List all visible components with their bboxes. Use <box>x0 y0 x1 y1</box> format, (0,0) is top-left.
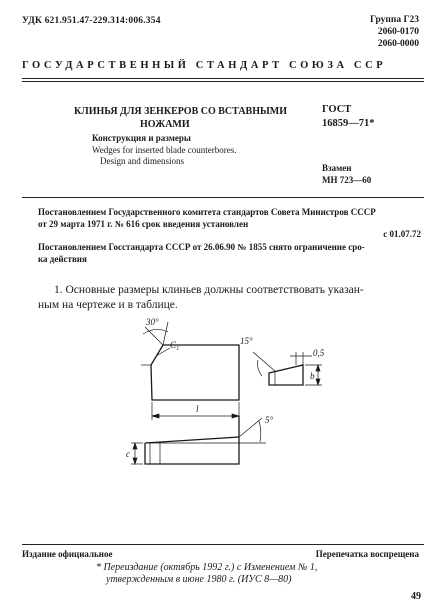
replaces-label: Взамен <box>322 163 352 173</box>
title-line: КЛИНЬЯ ДЛЯ ЗЕНКЕРОВ СО ВСТАВНЫМИ <box>74 106 288 117</box>
note-line: * Переиздание (октябрь 1992 г.) с Изменением № 1, <box>96 562 318 573</box>
decree-line: ка действия <box>38 253 87 264</box>
reprint-prohibited-label: Перепечатка воспрещена <box>315 549 419 559</box>
wedge-front-view <box>145 416 239 464</box>
label-taper-angle: 5° <box>265 415 274 425</box>
label-side-angle: 15° <box>240 336 253 346</box>
group-code-line: 2060-0170 <box>377 27 419 37</box>
replaces-value: МН 723—60 <box>322 174 372 185</box>
udk-code: УДК 621.951.47-229.314:006.354 <box>22 16 161 26</box>
note-line: утвержденным в июне 1980 г. (ИУС 8—80) <box>106 574 292 585</box>
page-number: 49 <box>411 591 421 602</box>
label-height: b <box>310 371 315 381</box>
title-line: НОЖАМИ <box>140 119 190 130</box>
subtitle-english: Design and dimensions <box>100 156 184 166</box>
decree-line: от 29 марта 1971 г. № 616 срок введения установлен <box>38 218 249 229</box>
effective-date: с 01.07.72 <box>383 229 421 239</box>
thickness-dimension <box>131 443 143 464</box>
subtitle-english: Wedges for inserted blade counterbores. <box>92 144 237 155</box>
state-standard-banner: ГОСУДАРСТВЕННЫЙ СТАНДАРТ СОЮЗА ССР <box>22 60 387 71</box>
standard-number: 16859—71* <box>322 118 375 129</box>
label-length: l <box>196 404 199 414</box>
label-offset: 0,5 <box>313 348 325 358</box>
wedge-side-view <box>253 352 303 385</box>
offset-dimension <box>290 352 312 365</box>
body-line: 1. Основные размеры клиньев должны соответствовать указан- <box>54 284 364 296</box>
label-thickness: c <box>126 449 130 459</box>
footer-divider <box>22 544 424 545</box>
taper-angle-dimension <box>239 418 266 443</box>
reissue-note <box>96 562 317 586</box>
decree-line: Постановлением Государственного комитета стандартов Совета Министров СССР <box>38 207 376 217</box>
label-chamfer-angle: 30° <box>146 317 159 327</box>
label-chamfer: C₁ <box>170 340 180 350</box>
decree-line: Постановлением Госстандарта СССР от 26.06.90 № 1855 снято ограничение сро- <box>38 242 365 252</box>
wedge-plan-view <box>141 345 239 400</box>
official-edition-label: Издание официальное <box>22 549 113 559</box>
subtitle-russian: Конструкция и размеры <box>92 133 191 143</box>
group-code-line: Группа Г23 <box>370 15 419 25</box>
body-line: ным на чертеже и в таблице. <box>38 299 178 311</box>
standard-label: ГОСТ <box>322 104 352 115</box>
group-code-line: 2060-0000 <box>377 39 419 49</box>
